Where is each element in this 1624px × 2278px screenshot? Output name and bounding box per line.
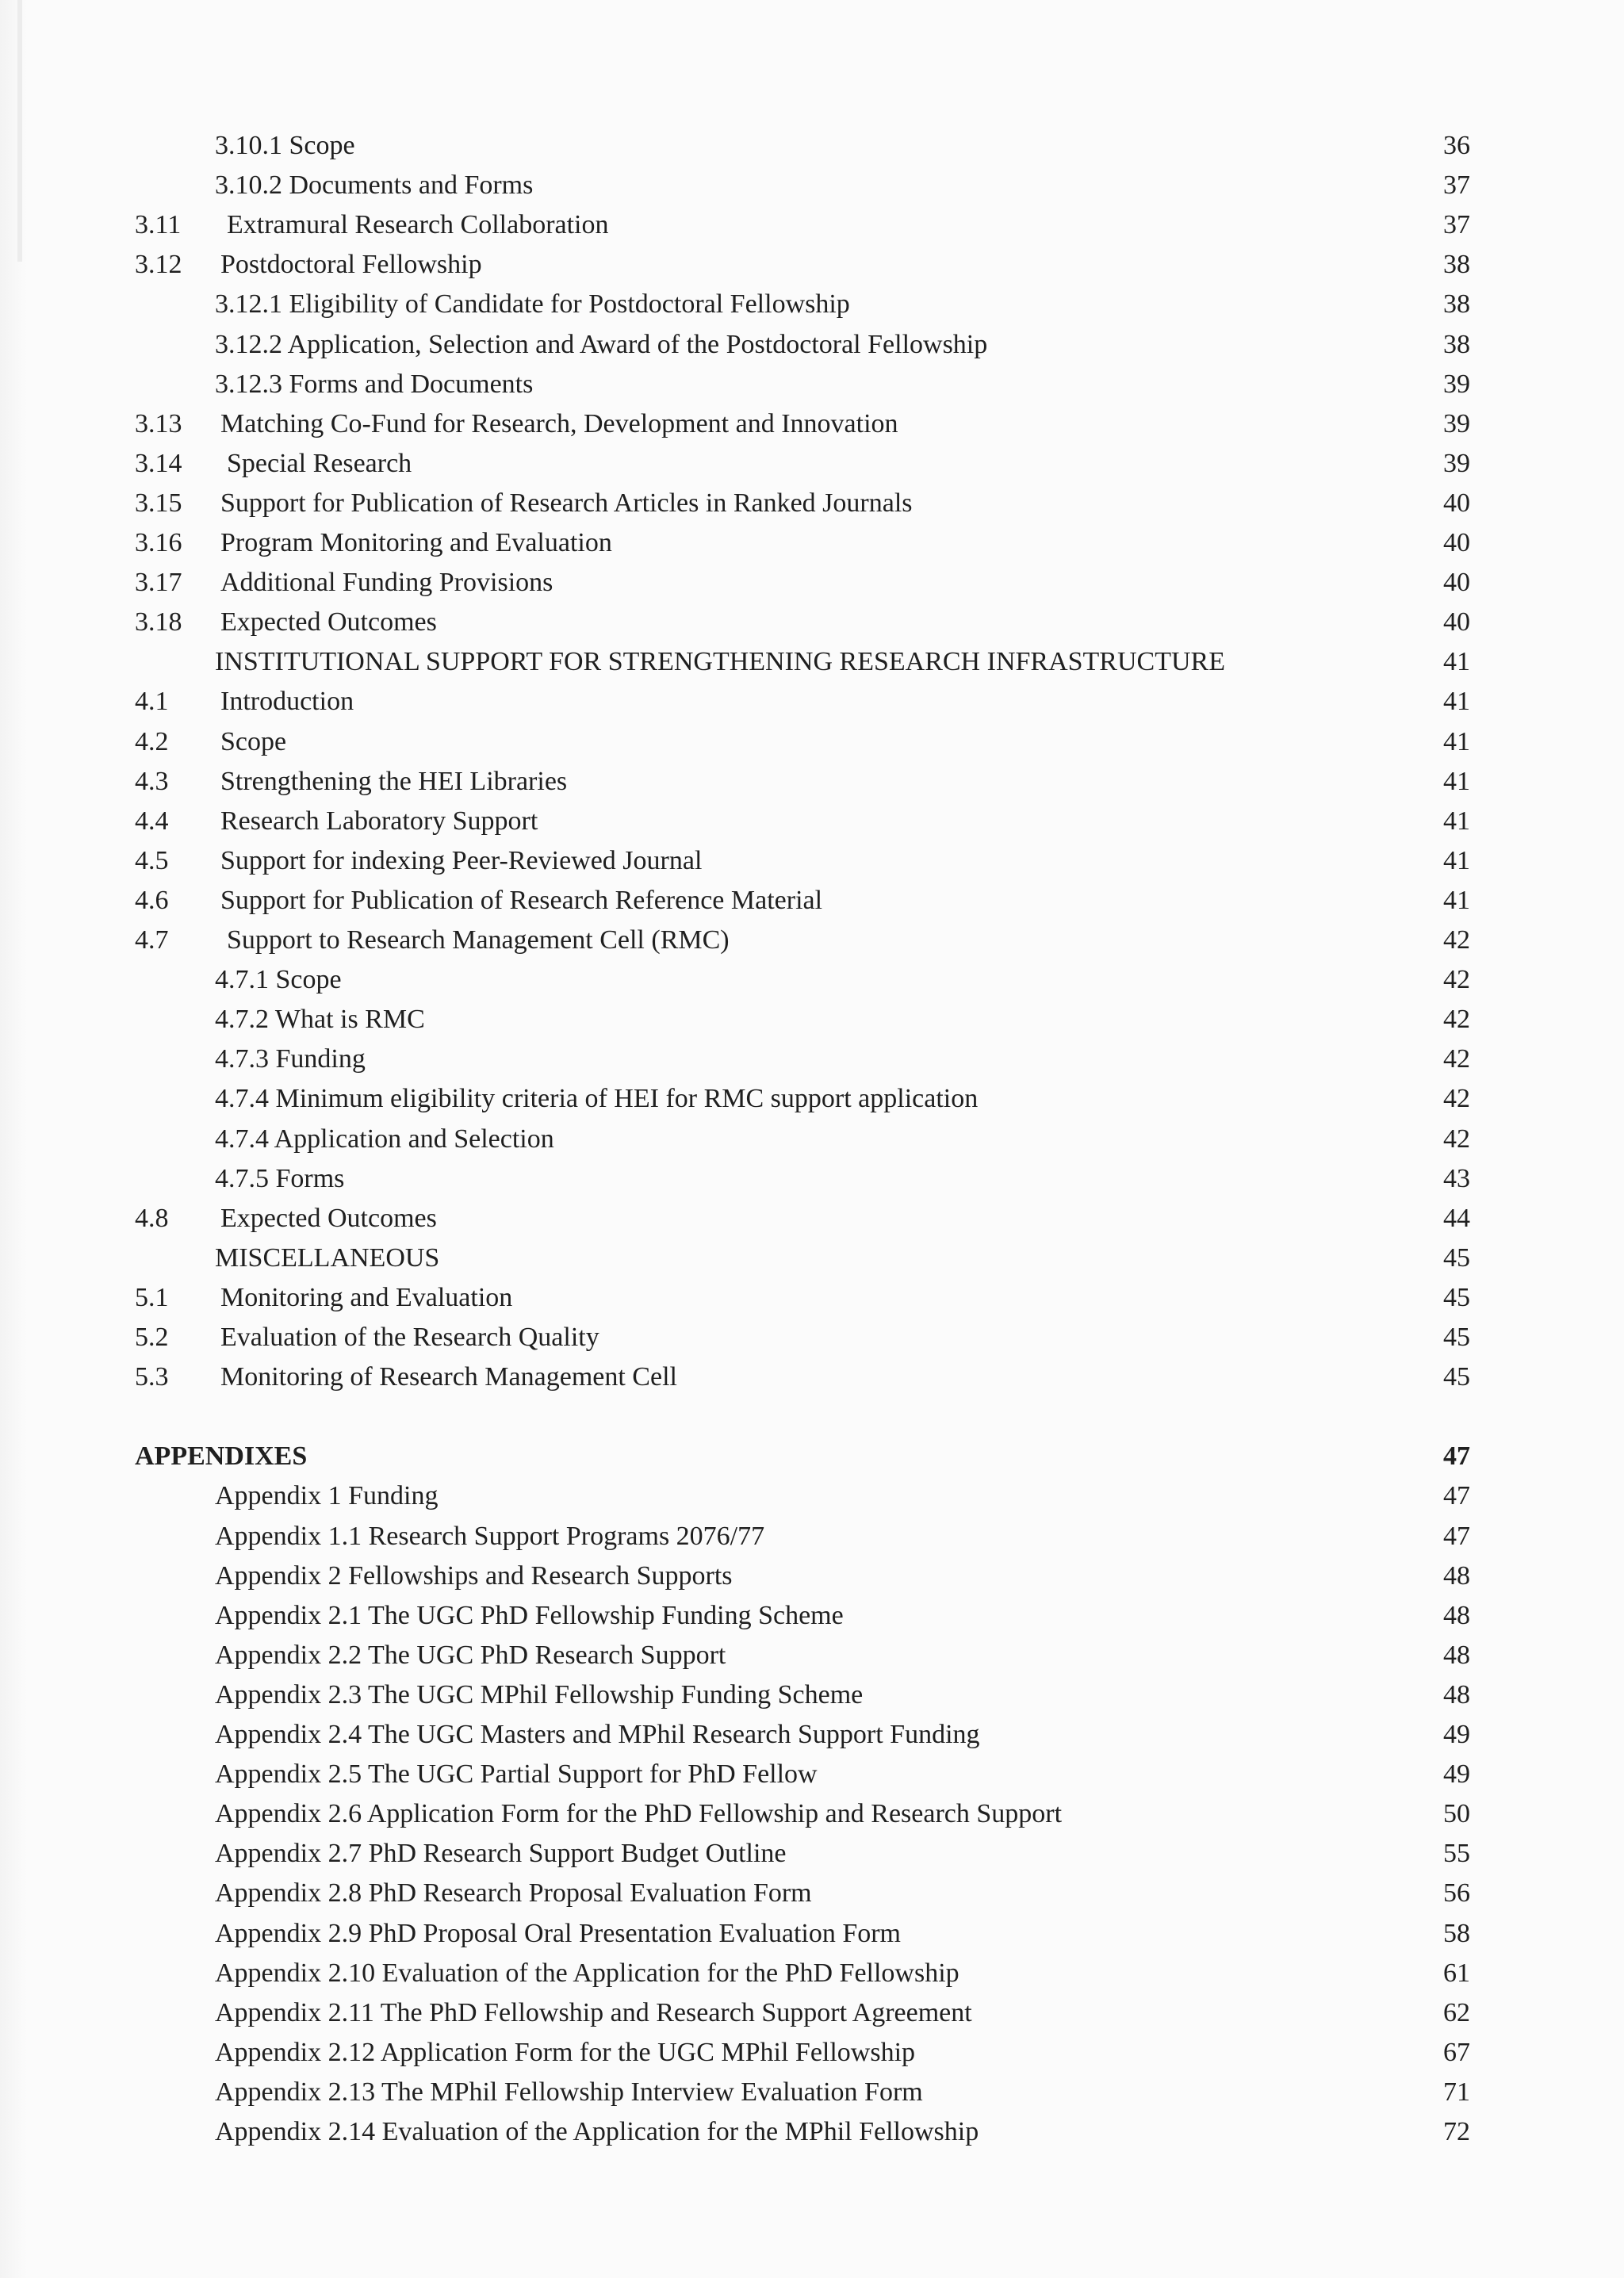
- toc-entry[interactable]: [0, 444, 1624, 484]
- toc-entry-page-number: 42: [1443, 1044, 1470, 1074]
- appendix-heading[interactable]: [0, 1437, 1624, 1476]
- toc-entry-page-number: 44: [1443, 1203, 1470, 1233]
- toc-entry-title: Program Monitoring and Evaluation: [220, 528, 612, 557]
- toc-entry[interactable]: [0, 960, 1624, 1000]
- toc-entry-title: 3.12.3 Forms and Documents: [215, 369, 534, 399]
- toc-entry-title: 3.10.2 Documents and Forms: [215, 170, 534, 201]
- toc-entry-title: Appendix 2.9 PhD Proposal Oral Presentation Evaluation Form: [215, 1918, 902, 1948]
- toc-entry-page-number: 47: [1443, 1441, 1470, 1472]
- toc-entry-number: 3.13: [135, 408, 182, 438]
- toc-entry-title: Extramural Research Collaboration: [227, 210, 609, 240]
- toc-entry[interactable]: [0, 1357, 1624, 1397]
- toc-entry[interactable]: [0, 1954, 1624, 1993]
- toc-entry-title: 4.7.4 Application and Selection: [215, 1124, 554, 1154]
- toc-entry-page-number: 42: [1443, 925, 1470, 955]
- toc-entry[interactable]: [0, 2073, 1624, 2112]
- toc-entry[interactable]: [0, 563, 1624, 603]
- toc-entry-number: 5.1: [135, 1282, 169, 1312]
- toc-entry-number: 4.3: [135, 766, 169, 796]
- toc-entry[interactable]: [0, 921, 1624, 960]
- toc-entry-title: Appendix 2.10 Evaluation of the Application for the PhD Fellowship: [215, 1958, 959, 1988]
- toc-entry-title: Support for Publication of Research Articles in Ranked Journals: [220, 488, 913, 518]
- toc-entry-title: Appendix 2.3 The UGC MPhil Fellowship Funding Scheme: [215, 1679, 864, 1709]
- toc-entry-title: 4.7.1 Scope: [215, 965, 342, 995]
- toc-entry-title: Scope: [220, 726, 287, 756]
- toc-entry[interactable]: [0, 1476, 1624, 1516]
- toc-entry-number: 3.15: [135, 488, 182, 518]
- toc-entry-title: Appendix 2.12 Application Form for the UGC MPhil Fellowship: [215, 2037, 916, 2067]
- toc-entry-number: 3.17: [135, 568, 182, 598]
- toc-entry[interactable]: [0, 1794, 1624, 1834]
- toc-entry-number: 3.18: [135, 607, 182, 637]
- toc-entry[interactable]: [0, 1239, 1624, 1278]
- toc-entry[interactable]: [0, 365, 1624, 404]
- toc-entry-page-number: 42: [1443, 965, 1470, 995]
- toc-entry-title: Appendix 2.4 The UGC Masters and MPhil Research Support Funding: [215, 1720, 980, 1749]
- toc-entry-title: Appendix 2.6 Application Form for the PhD Fellowship and Research Support: [215, 1799, 1063, 1829]
- toc-entry-page-number: 41: [1443, 726, 1470, 756]
- toc-entry-page-number: 40: [1443, 607, 1470, 637]
- toc-entry-page-number: 61: [1443, 1958, 1470, 1988]
- toc-entry[interactable]: [0, 1079, 1624, 1119]
- toc-entry-page-number: 41: [1443, 885, 1470, 915]
- toc-entry-page-number: 49: [1443, 1720, 1470, 1749]
- toc-entry[interactable]: [0, 1914, 1624, 1954]
- toc-entry-page-number: 40: [1443, 568, 1470, 598]
- toc-entry-page-number: 41: [1443, 845, 1470, 875]
- toc-entry-title: Expected Outcomes: [220, 1203, 437, 1233]
- toc-entry[interactable]: [0, 802, 1624, 841]
- toc-entry-page-number: 71: [1443, 2077, 1470, 2107]
- toc-entry[interactable]: [0, 1278, 1624, 1318]
- toc-entry-page-number: 36: [1443, 131, 1470, 160]
- toc-entry-page-number: 47: [1443, 1481, 1470, 1511]
- toc-entry[interactable]: [0, 205, 1624, 245]
- toc-entry-page-number: 49: [1443, 1759, 1470, 1790]
- toc-entry-number: 4.7: [135, 925, 169, 955]
- toc-entry[interactable]: [0, 762, 1624, 802]
- toc-entry[interactable]: [0, 1596, 1624, 1636]
- toc-entry[interactable]: [0, 126, 1624, 166]
- toc-entry-title: 3.10.1 Scope: [215, 131, 355, 160]
- toc-entry-number: 3.14: [135, 448, 182, 478]
- toc-entry-title: Appendix 2.5 The UGC Partial Support for PhD Fellow: [215, 1759, 818, 1790]
- toc-entry-number: 4.4: [135, 806, 169, 836]
- toc-entry-page-number: 45: [1443, 1242, 1470, 1273]
- toc-entry-title: 3.12.1 Eligibility of Candidate for Postdoctoral Fellowship: [215, 289, 850, 320]
- toc-entry[interactable]: [0, 1000, 1624, 1039]
- toc-entry[interactable]: [0, 1993, 1624, 2033]
- toc-entry-page-number: 40: [1443, 528, 1470, 557]
- toc-entry-title: Appendix 1 Funding: [215, 1481, 439, 1511]
- toc-entry-title: 4.7.4 Minimum eligibility criteria of HEI for RMC support application: [215, 1084, 979, 1114]
- toc-entry-number: 3.12: [135, 250, 182, 280]
- toc-entry[interactable]: [0, 1636, 1624, 1675]
- toc-entry[interactable]: [0, 245, 1624, 285]
- toc-entry-page-number: 45: [1443, 1323, 1470, 1352]
- toc-entry-number: 5.3: [135, 1362, 169, 1392]
- toc-entry-page-number: 62: [1443, 1997, 1470, 2027]
- toc-entry[interactable]: [0, 2033, 1624, 2073]
- toc-entry[interactable]: [0, 722, 1624, 762]
- toc-entry-number: 5.2: [135, 1323, 169, 1352]
- toc-entry-page-number: 41: [1443, 687, 1470, 717]
- toc-entry-number: 4.6: [135, 885, 169, 915]
- toc-entry[interactable]: [0, 1159, 1624, 1199]
- toc-entry-title: MISCELLANEOUS: [215, 1242, 440, 1273]
- toc-entry-page-number: 48: [1443, 1640, 1470, 1670]
- toc-entry-page-number: 41: [1443, 766, 1470, 796]
- toc-entry-number: 3.16: [135, 528, 182, 557]
- toc-entry-title: Appendix 2.11 The PhD Fellowship and Research Support Agreement: [215, 1997, 972, 2027]
- toc-entry[interactable]: [0, 682, 1624, 722]
- toc-entry-page-number: 37: [1443, 170, 1470, 201]
- toc-entry-page-number: 37: [1443, 210, 1470, 240]
- toc-entry[interactable]: [0, 1199, 1624, 1239]
- toc-entry-title: Evaluation of the Research Quality: [220, 1323, 599, 1352]
- toc-entry-page-number: 38: [1443, 329, 1470, 359]
- toc-entry-title: Expected Outcomes: [220, 607, 437, 637]
- toc-entry-page-number: 38: [1443, 289, 1470, 320]
- toc-entry-page-number: 45: [1443, 1362, 1470, 1392]
- toc-entry-title: Introduction: [220, 687, 354, 717]
- toc-entry-title: Monitoring and Evaluation: [220, 1282, 513, 1312]
- toc-entry[interactable]: [0, 1517, 1624, 1556]
- toc-entry-title: Appendix 2.1 The UGC PhD Fellowship Funding Scheme: [215, 1600, 844, 1630]
- toc-entry-title: Appendix 1.1 Research Support Programs 2076/77: [215, 1521, 765, 1551]
- toc-entry-page-number: 42: [1443, 1005, 1470, 1035]
- toc-entry-title: Support for Publication of Research Reference Material: [220, 885, 823, 915]
- toc-entry-page-number: 56: [1443, 1878, 1470, 1909]
- toc-entry[interactable]: [0, 484, 1624, 523]
- toc-entry-page-number: 43: [1443, 1163, 1470, 1193]
- toc-entry-title: Additional Funding Provisions: [220, 568, 553, 598]
- toc-entry-title: Matching Co-Fund for Research, Development and Innovation: [220, 408, 898, 438]
- toc-entry-page-number: 39: [1443, 408, 1470, 438]
- toc-entry-title: 4.7.2 What is RMC: [215, 1005, 425, 1035]
- toc-entry[interactable]: [0, 1556, 1624, 1596]
- toc-entry-page-number: 41: [1443, 647, 1470, 677]
- toc-entry-page-number: 67: [1443, 2037, 1470, 2067]
- toc-entry-title: Appendix 2.14 Evaluation of the Application for the MPhil Fellowship: [215, 2117, 979, 2146]
- toc-entry-page-number: 50: [1443, 1799, 1470, 1829]
- toc-entry-title: Appendix 2.2 The UGC PhD Research Support: [215, 1640, 726, 1670]
- toc-entry-page-number: 40: [1443, 488, 1470, 518]
- toc-entry-title: Appendix 2.13 The MPhil Fellowship Interview Evaluation Form: [215, 2077, 923, 2107]
- toc-entry-page-number: 58: [1443, 1918, 1470, 1948]
- toc-entry-page-number: 42: [1443, 1124, 1470, 1154]
- toc-entry-title: APPENDIXES: [135, 1441, 308, 1472]
- toc-entry-title: Postdoctoral Fellowship: [220, 250, 482, 280]
- toc-entry[interactable]: [0, 1715, 1624, 1755]
- toc-entry[interactable]: [0, 841, 1624, 881]
- toc-entry-page-number: 38: [1443, 250, 1470, 280]
- toc-entry-page-number: 55: [1443, 1839, 1470, 1869]
- toc-entry[interactable]: [0, 166, 1624, 205]
- toc-entry[interactable]: [0, 642, 1624, 682]
- toc-entry[interactable]: [0, 1039, 1624, 1079]
- toc-entry-number: 4.5: [135, 845, 169, 875]
- toc-entry-number: 3.11: [135, 210, 182, 240]
- toc-entry-number: 4.2: [135, 726, 169, 756]
- toc-entry[interactable]: [0, 603, 1624, 642]
- toc-entry-page-number: 39: [1443, 448, 1470, 478]
- toc-entry-title: 3.12.2 Application, Selection and Award of the Postdoctoral Fellowship: [215, 329, 988, 359]
- toc-entry[interactable]: [0, 1755, 1624, 1794]
- toc-entry-title: Strengthening the HEI Libraries: [220, 766, 568, 796]
- toc-entry-page-number: 41: [1443, 806, 1470, 836]
- toc-entry[interactable]: [0, 404, 1624, 444]
- toc-entry-title: Appendix 2.7 PhD Research Support Budget Outline: [215, 1839, 787, 1869]
- toc-entry-title: Support for indexing Peer-Reviewed Journal: [220, 845, 703, 875]
- toc-entry[interactable]: [0, 325, 1624, 365]
- toc-entry-title: Special Research: [227, 448, 412, 478]
- toc-entry-page-number: 48: [1443, 1560, 1470, 1591]
- toc-entry-title: Support to Research Management Cell (RMC): [227, 925, 730, 955]
- toc-entry-number: 4.1: [135, 687, 169, 717]
- toc-entry-number: 4.8: [135, 1203, 169, 1233]
- toc-entry[interactable]: [0, 881, 1624, 921]
- toc-entry-page-number: 39: [1443, 369, 1470, 399]
- toc-entry-title: Research Laboratory Support: [220, 806, 538, 836]
- toc-entry[interactable]: [0, 1675, 1624, 1715]
- toc-entry-title: 4.7.5 Forms: [215, 1163, 345, 1193]
- toc-entry[interactable]: [0, 1874, 1624, 1913]
- toc-entry-page-number: 47: [1443, 1521, 1470, 1551]
- toc-entry-page-number: 48: [1443, 1600, 1470, 1630]
- toc-entry[interactable]: [0, 2112, 1624, 2152]
- toc-entry-page-number: 45: [1443, 1282, 1470, 1312]
- toc-entry[interactable]: [0, 1834, 1624, 1874]
- toc-entry-page-number: 48: [1443, 1679, 1470, 1709]
- toc-entry[interactable]: [0, 1318, 1624, 1357]
- toc-entry-page-number: 72: [1443, 2117, 1470, 2146]
- toc-entry[interactable]: [0, 1120, 1624, 1159]
- toc-entry[interactable]: [0, 285, 1624, 324]
- toc-entry-title: Monitoring of Research Management Cell: [220, 1362, 677, 1392]
- toc-entry-title: Appendix 2 Fellowships and Research Supports: [215, 1560, 733, 1591]
- toc-entry-title: Appendix 2.8 PhD Research Proposal Evaluation Form: [215, 1878, 812, 1909]
- toc-entry[interactable]: [0, 523, 1624, 563]
- toc-entry-page-number: 42: [1443, 1084, 1470, 1114]
- toc-entry-title: 4.7.3 Funding: [215, 1044, 366, 1074]
- toc-entry-title: INSTITUTIONAL SUPPORT FOR STRENGTHENING RESEARCH INFRASTRUCTURE: [215, 647, 1225, 677]
